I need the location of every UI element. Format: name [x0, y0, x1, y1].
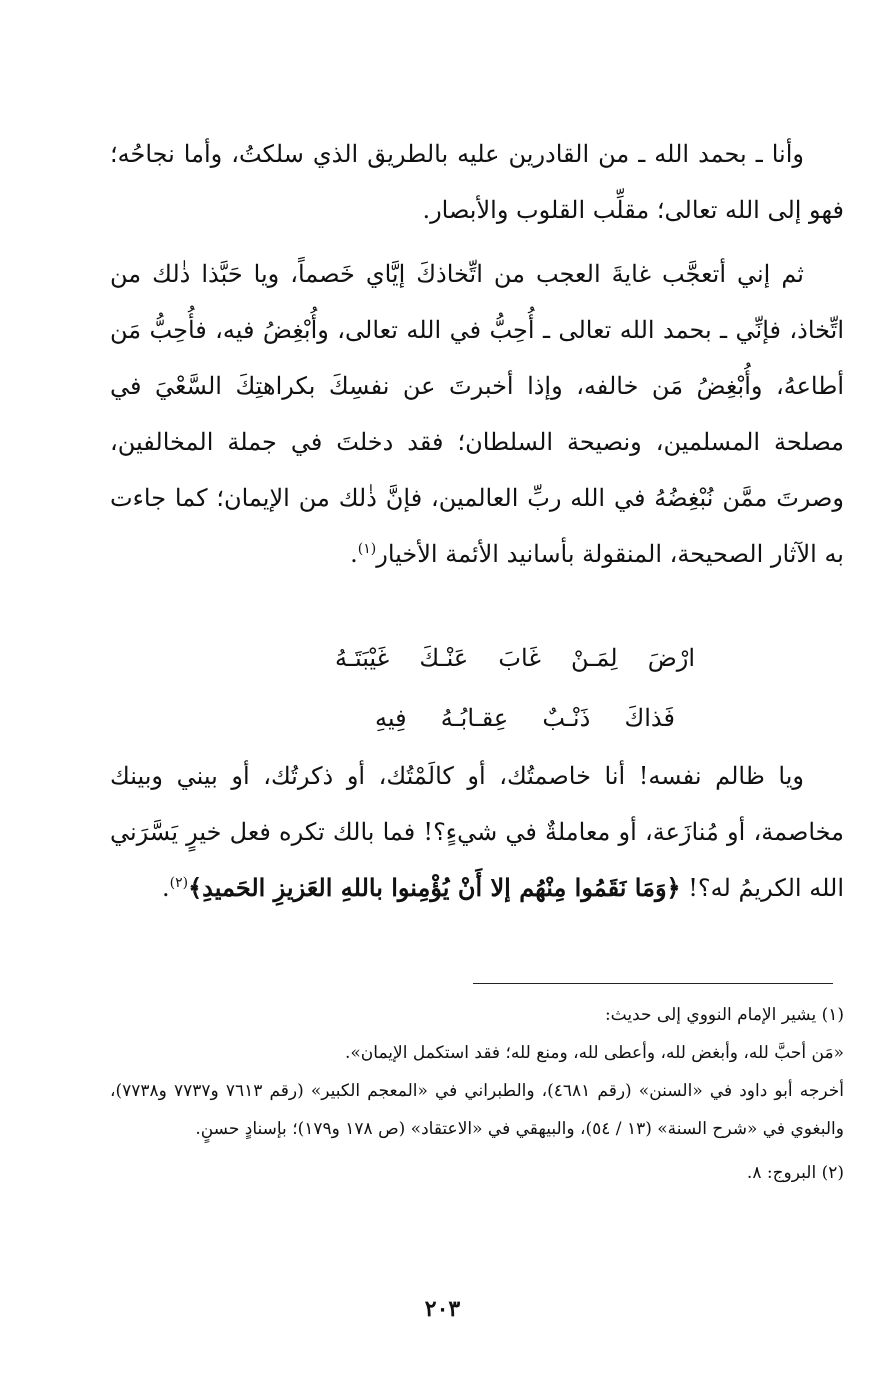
footnote-1-takhrij: أخرجه أبو داود في «السنن» (رقم ٤٦٨١)، والطبراني في «المعجم الكبير» (رقم ٧٦١٣ و٧٧٣٧ و٧٧٣٨)، والبغوي في «شرح السنة» (١٣ / ٥٤)، والبيهقي في «الاعتقاد» (ص ١٧٨ و١٧٩)؛ بإسنادٍ حسنٍ. [110, 1081, 844, 1139]
main-text [110, 126, 844, 582]
footnote-ref-2: (٢) [169, 875, 189, 891]
footnote-ref-1: (١) [357, 541, 377, 557]
paragraph-2-text: ثم إني أتعجَّب غايةَ العجب من اتِّخاذكَ إيَّاي خَصماً، ويا حَبَّذا ذٰلك من اتِّخاذ، فإنِّي ـ بحمد الله تعالى ـ أُحِبُّ في الله تعالى، وأُبْغِضُ فيه، فأُحِبُّ مَن أطاعهُ، وأُبْغِضُ مَن خالفه، وإذا أخبرتَ عن نفسِكَ بكراهتِكَ السَّعْيَ في مصلحة المسلمين، ونصيحة السلطان؛ فقد دخلتَ في جملة المخالفين، وصرتَ ممَّن نُبْغِضُهُ في الله ربِّ العالمين، فإنَّ ذٰلك من الإيمان؛ كما جاءت به الآثار الصحيحة، المنقولة بأسانيد الأئمة الأخيار [110, 260, 844, 568]
footnotes [110, 996, 844, 1192]
verse-2-word: فِيهِ [375, 704, 407, 732]
paragraph-3-text: ويا ظالم نفسه! أنا خاصمتُك، أو كالَمْتُك، أو ذكرتُك، أو بيني وبينك مخاصمة، أو مُنازَعة، أو معاملةٌ في شيءٍ؟! فما بالك تكره فعل خيرٍ يَسَّرَني الله الكريمُ له؟! [110, 762, 844, 902]
paragraph-1-text: وأنا ـ بحمد الله ـ من القادرين عليه بالطريق الذي سلكتُ، وأما نجاحُه؛ فهو إلى الله تعالى؛ مقلِّب القلوب والأبصار. [110, 140, 844, 224]
verse-1-word: لِمَـنْ [571, 644, 618, 672]
paragraph-2-end: . [350, 540, 358, 568]
paragraph-2 [110, 246, 844, 582]
quran-verse: ﴿وَمَا نَقَمُوا مِنْهُم إلا أَنْ يُؤْمِنوا باللهِ العَزيزِ الحَميدِ﴾ [188, 873, 681, 902]
verse-1-word: غَابَ [498, 644, 541, 672]
poem-verse-1 [335, 628, 695, 688]
footnote-divider [473, 983, 833, 984]
verse-2-word: ذَنْـبٌ [542, 704, 591, 732]
page-number: ٢٠٣ [424, 1296, 461, 1322]
footnote-2: (٢) البروج: ٨. [746, 1163, 844, 1183]
verse-2-word: فَذاكَ [624, 704, 675, 732]
verse-1-word: غَيْبَتَـهُ [335, 644, 390, 672]
footnote-1-intro: (١) يشير الإمام النووي إلى حديث: [604, 1005, 844, 1025]
poem-verse-2 [375, 688, 675, 748]
paragraph-3 [110, 748, 844, 916]
verse-1-word: ارْضَ [647, 644, 695, 672]
footnote-1-hadith: «مَن أحبَّ لله، وأبغض لله، وأعطى لله، ومنع لله؛ فقد استكمل الإيمان». [344, 1043, 844, 1063]
verse-2-word: عِقـابُـهُ [440, 704, 509, 732]
poem [335, 628, 775, 748]
paragraph-1 [110, 126, 844, 238]
verse-1-word: عَنْـكَ [419, 644, 469, 672]
paragraph-3-end: . [161, 874, 170, 902]
